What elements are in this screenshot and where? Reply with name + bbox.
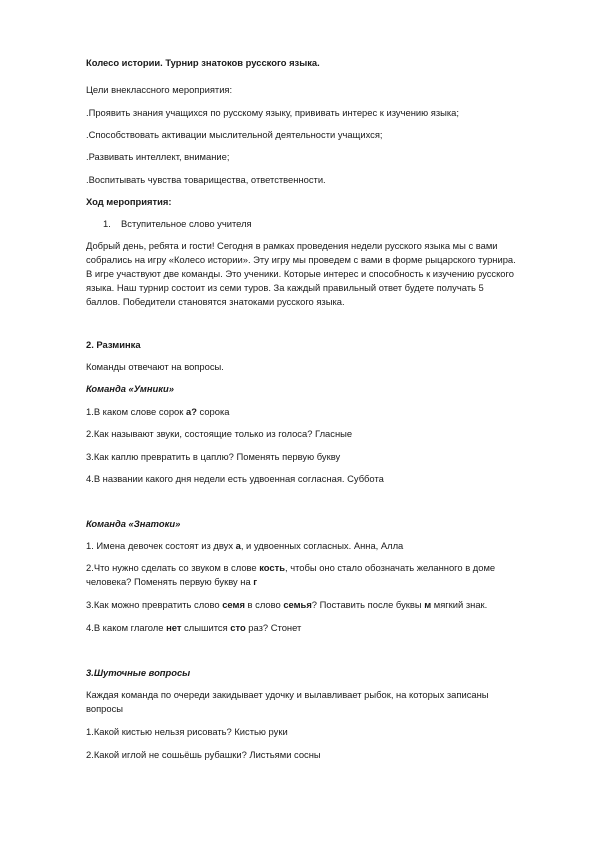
goal-item: .Проявить знания учащихся по русскому языку, прививать интерес к изучению языка; (86, 107, 459, 118)
team2-name: Команда «Знатоки» (86, 518, 181, 529)
section1-heading (0, 217, 595, 231)
section3-question-1: 1.Какой кистью нельзя рисовать? Кистью руки (86, 726, 288, 737)
goal-item: .Воспитывать чувства товарищества, ответственности. (86, 174, 326, 185)
goals-heading: Цели внеклассного мероприятия: (86, 84, 233, 95)
goal-item: .Развивать интеллект, внимание; (86, 151, 230, 162)
team1-question-3: 3.Как каплю превратить в цаплю? Поменять первую букву (86, 451, 341, 462)
team2-question-2: 2.Что нужно сделать со звуком в слове кость, чтобы оно стало обозначать желанного в доме человека? Поменять первую букву на г (86, 562, 496, 587)
goal-item: .Способствовать активации мыслительной деятельности учащихся; (86, 129, 383, 140)
team1-name: Команда «Умники» (86, 383, 174, 394)
team2-question-1: 1. Имена девочек состоят из двух а, и удвоенных согласных. Анна, Алла (86, 540, 404, 551)
team1-question-1: 1.В каком слове сорок а? сорока (86, 406, 230, 417)
team1-question-2: 2.Как называют звуки, состоящие только из голоса? Гласные (86, 428, 353, 439)
team1-question-4: 4.В названии какого дня недели есть удвоенная согласная. Суббота (86, 473, 384, 484)
list-number: 1. (103, 218, 111, 229)
section2-intro: Команды отвечают на вопросы. (86, 361, 224, 372)
team2-question-3: 3.Как можно превратить слово семя в слово семья? Поставить после буквы м мягкий знак. (86, 599, 488, 610)
document-title: Колесо истории. Турнир знатоков русского языка. (86, 57, 320, 68)
team2-question-4: 4.В каком глаголе нет слышится сто раз? Стонет (86, 622, 302, 633)
section3-title: 3.Шуточные вопросы (86, 667, 191, 678)
section1-title: Вступительное слово учителя (121, 218, 252, 229)
intro-paragraph: Добрый день, ребята и гости! Сегодня в рамках проведения недели русского языка мы с вами собрались на игру «Колесо истории». Эту игру мы проведем с вами в форме рыцарского турнира. В игре участвуют две команды. Это ученики. Которые интерес и способность к изучению русского языка. Наш турнир состоит из семи туров. За каждый правильный ответ будете получать 5 баллов. Победители становятся знатоками русского языка. (86, 240, 516, 307)
section2-title: 2. Разминка (86, 339, 141, 350)
section3-intro: Каждая команда по очереди закидывает удочку и вылавливает рыбок, на которых записаны вопросы (86, 689, 489, 714)
section3-question-2: 2.Какой иглой не сошьёшь рубашки? Листьями сосны (86, 749, 321, 760)
course-heading: Ход мероприятия: (86, 196, 172, 207)
